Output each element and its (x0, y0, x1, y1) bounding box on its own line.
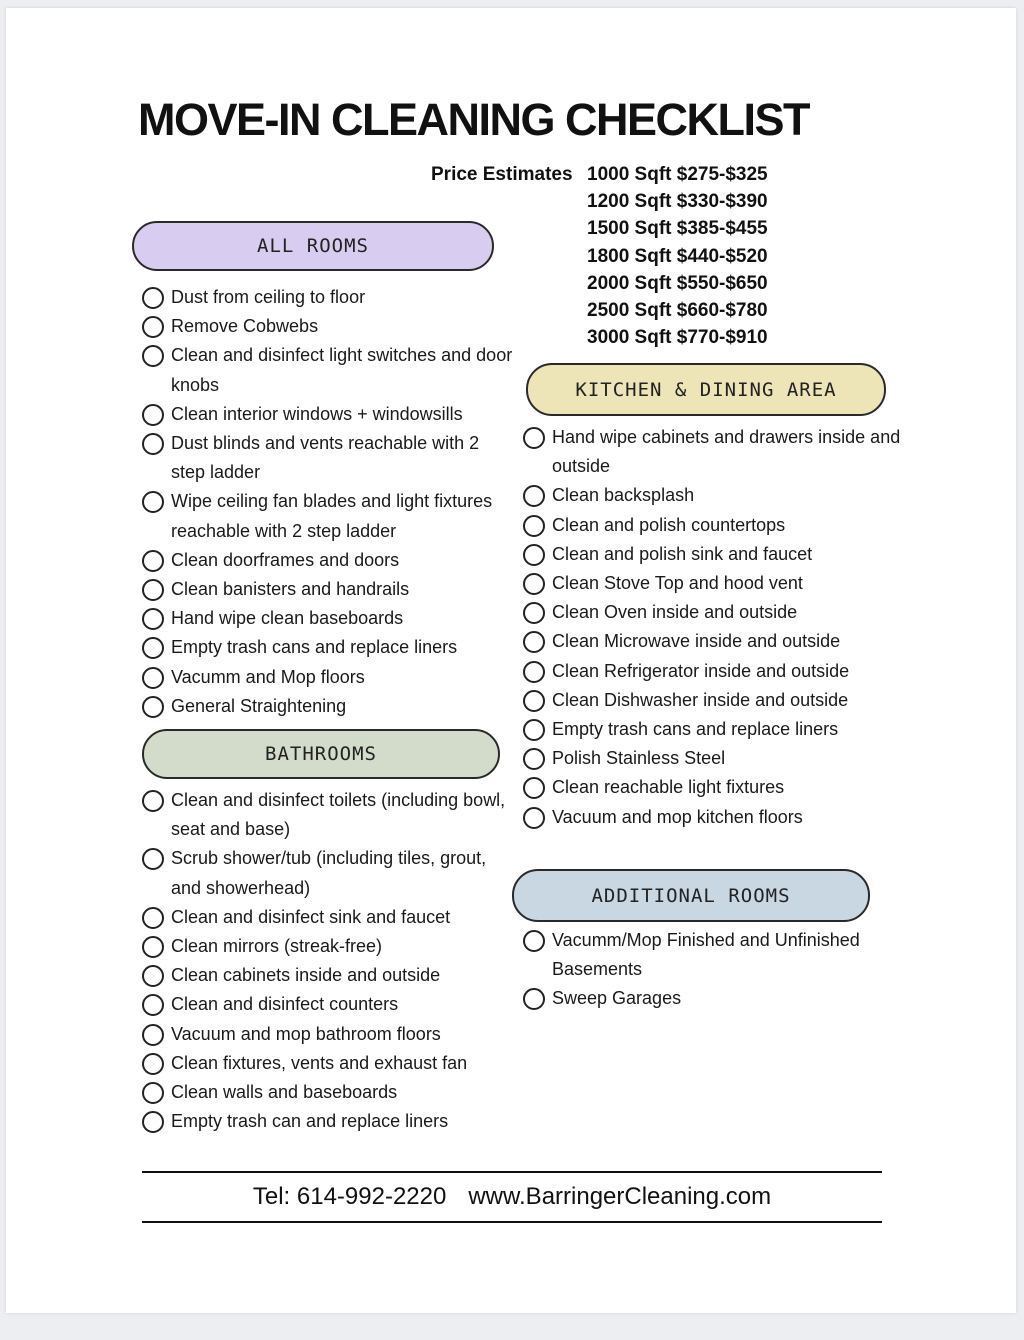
price-estimate-1200: 1200 Sqft $330-$390 (587, 191, 768, 213)
bathrooms-list (142, 786, 514, 1136)
list-item-label: Empty trash can and replace liners (171, 1111, 449, 1132)
list-item-label: Clean and disinfect toilets (including bowl, seat and base) (171, 790, 506, 840)
list-item-label: Clean fixtures, vents and exhaust fan (171, 1052, 468, 1073)
list-item[interactable] (523, 657, 903, 686)
checkbox-circle-icon[interactable] (142, 696, 164, 718)
list-item[interactable] (523, 803, 903, 832)
checkbox-circle-icon[interactable] (523, 690, 545, 712)
checkbox-circle-icon[interactable] (523, 602, 545, 624)
list-item-label: Clean mirrors (streak-free) (171, 936, 383, 957)
list-item-label: Clean and polish countertops (552, 514, 786, 535)
list-item-label: Clean and disinfect counters (171, 994, 399, 1015)
list-item-label: Scrub shower/tub (including tiles, grout, and showerhead) (171, 848, 487, 898)
list-item[interactable] (523, 423, 903, 481)
checkbox-circle-icon[interactable] (523, 485, 545, 507)
checkbox-circle-icon[interactable] (142, 1082, 164, 1104)
list-item[interactable] (142, 487, 514, 545)
list-item[interactable] (523, 598, 903, 627)
checkbox-circle-icon[interactable] (142, 907, 164, 929)
footer-website-link[interactable]: www.BarringerCleaning.com (468, 1183, 772, 1210)
list-item[interactable] (142, 961, 514, 990)
list-item[interactable] (523, 984, 863, 1013)
checkbox-circle-icon[interactable] (523, 719, 545, 741)
list-item[interactable] (523, 627, 903, 656)
list-item-label: Clean and disinfect sink and faucet (171, 906, 451, 927)
price-estimate-1000: 1000 Sqft $275-$325 (587, 164, 768, 185)
footer-phone[interactable]: Tel: 614-992-2220 (252, 1183, 447, 1210)
list-item[interactable] (142, 546, 514, 575)
list-item-label: Wipe ceiling fan blades and light fixtures reachable with 2 step ladder (171, 491, 493, 541)
list-item-label: Clean Microwave inside and outside (552, 631, 841, 652)
checkbox-circle-icon[interactable] (142, 433, 164, 455)
list-item[interactable] (523, 686, 903, 715)
list-item[interactable] (142, 1107, 514, 1136)
list-item-label: Sweep Garages (552, 988, 682, 1009)
list-item[interactable] (523, 773, 903, 802)
list-item-label: Dust blinds and vents reachable with 2 step ladder (171, 433, 480, 483)
checkbox-circle-icon[interactable] (523, 427, 545, 449)
checkbox-circle-icon[interactable] (142, 848, 164, 870)
footer-contact (142, 1183, 882, 1211)
list-item[interactable] (142, 692, 514, 721)
price-estimate-1500: 1500 Sqft $385-$455 (587, 218, 768, 240)
list-item[interactable] (523, 569, 903, 598)
list-item[interactable] (142, 429, 514, 487)
section-heading-bathrooms: BATHROOMS (142, 729, 500, 779)
list-item[interactable] (142, 1049, 514, 1078)
checkbox-circle-icon[interactable] (142, 1024, 164, 1046)
list-item-label: Clean Oven inside and outside (552, 602, 798, 623)
checkbox-circle-icon[interactable] (142, 404, 164, 426)
list-item-label: Clean cabinets inside and outside (171, 965, 441, 986)
list-item-label: Clean walls and baseboards (171, 1082, 398, 1103)
list-item[interactable] (523, 715, 903, 744)
checkbox-circle-icon[interactable] (523, 930, 545, 952)
list-item-label: Clean reachable light fixtures (552, 777, 785, 798)
checkbox-circle-icon[interactable] (142, 667, 164, 689)
list-item-label: Vacuum and mop kitchen floors (552, 806, 803, 827)
list-item-label: Vacumm and Mop floors (171, 666, 365, 687)
list-item[interactable] (523, 926, 863, 984)
list-item-label: Clean Dishwasher inside and outside (552, 689, 849, 710)
checkbox-circle-icon[interactable] (523, 631, 545, 653)
price-estimates-list (587, 164, 768, 354)
list-item-label: Dust from ceiling to floor (171, 287, 366, 307)
footer-divider-top (142, 1171, 882, 1173)
section-heading-all-rooms: ALL ROOMS (132, 221, 494, 271)
list-item[interactable] (142, 633, 514, 662)
list-item[interactable] (142, 903, 514, 932)
checkbox-circle-icon[interactable] (142, 491, 164, 513)
list-item[interactable] (142, 786, 514, 844)
list-item[interactable] (142, 1078, 514, 1107)
list-item[interactable] (142, 283, 514, 312)
page-title: MOVE-IN CLEANING CHECKLIST (138, 94, 810, 145)
list-item-label: General Straightening (171, 695, 347, 716)
price-estimate-1800: 1800 Sqft $440-$520 (587, 245, 768, 267)
list-item-label: Hand wipe clean baseboards (171, 608, 404, 629)
checkbox-circle-icon[interactable] (523, 515, 545, 537)
all-rooms-list (142, 283, 514, 721)
list-item[interactable] (142, 312, 514, 341)
checkbox-circle-icon[interactable] (523, 777, 545, 799)
additional-rooms-list (523, 926, 863, 1014)
kitchen-list (523, 423, 903, 832)
list-item-label: Clean Refrigerator inside and outside (552, 660, 850, 681)
price-estimate-2000: 2000 Sqft $550-$650 (587, 272, 768, 294)
list-item[interactable] (142, 575, 514, 604)
checkbox-circle-icon[interactable] (142, 994, 164, 1016)
list-item-label: Clean backsplash (552, 485, 695, 506)
list-item-label: Clean and disinfect light switches and door knobs (171, 345, 513, 395)
list-item[interactable] (523, 540, 903, 569)
checkbox-circle-icon[interactable] (142, 1111, 164, 1133)
list-item-label: Vacumm/Mop Finished and Unfinished Basements (552, 930, 860, 980)
list-item[interactable] (142, 844, 514, 902)
list-item[interactable] (523, 481, 903, 510)
list-item-label: Clean interior windows + windowsills (171, 403, 463, 424)
list-item[interactable] (142, 400, 514, 429)
checkbox-circle-icon[interactable] (142, 345, 164, 367)
footer-divider-bottom (142, 1221, 882, 1223)
section-heading-kitchen: KITCHEN & DINING AREA (526, 363, 886, 416)
list-item-label: Empty trash cans and replace liners (552, 719, 839, 740)
list-item-label: Clean Stove Top and hood vent (552, 573, 803, 594)
checkbox-circle-icon[interactable] (523, 544, 545, 566)
list-item[interactable] (142, 1020, 514, 1049)
list-item[interactable] (142, 990, 514, 1019)
checkbox-circle-icon[interactable] (523, 661, 545, 683)
checkbox-circle-icon[interactable] (142, 790, 164, 812)
list-item-label: Clean banisters and handrails (171, 579, 410, 600)
list-item-label: Hand wipe cabinets and drawers inside and outside (552, 427, 901, 477)
checkbox-circle-icon[interactable] (142, 608, 164, 630)
section-heading-additional-rooms: ADDITIONAL ROOMS (512, 869, 870, 922)
price-estimate-3000: 3000 Sqft $770-$910 (587, 327, 768, 349)
list-item[interactable] (142, 663, 514, 692)
checkbox-circle-icon[interactable] (523, 573, 545, 595)
checkbox-circle-icon[interactable] (142, 579, 164, 601)
price-estimates-label: Price Estimates (431, 164, 573, 185)
list-item-label: Empty trash cans and replace liners (171, 637, 458, 658)
list-item[interactable] (142, 341, 514, 399)
list-item-label: Polish Stainless Steel (552, 748, 726, 769)
checkbox-circle-icon[interactable] (523, 807, 545, 829)
checkbox-circle-icon[interactable] (142, 1053, 164, 1075)
checkbox-circle-icon[interactable] (142, 316, 164, 338)
checklist-page (6, 8, 1016, 1313)
list-item-label: Remove Cobwebs (171, 316, 319, 337)
checkbox-circle-icon[interactable] (523, 748, 545, 770)
checkbox-circle-icon[interactable] (142, 550, 164, 572)
list-item[interactable] (523, 511, 903, 540)
price-estimate-2500: 2500 Sqft $660-$780 (587, 299, 768, 321)
list-item-label: Vacuum and mop bathroom floors (171, 1023, 441, 1044)
checkbox-circle-icon[interactable] (142, 637, 164, 659)
checkbox-circle-icon[interactable] (523, 988, 545, 1010)
list-item-label: Clean and polish sink and faucet (552, 543, 813, 564)
list-item[interactable] (142, 604, 514, 633)
checkbox-circle-icon[interactable] (142, 965, 164, 987)
checkbox-circle-icon[interactable] (142, 287, 164, 309)
list-item[interactable] (142, 932, 514, 961)
checkbox-circle-icon[interactable] (142, 936, 164, 958)
list-item[interactable] (523, 744, 903, 773)
list-item-label: Clean doorframes and doors (171, 549, 400, 570)
